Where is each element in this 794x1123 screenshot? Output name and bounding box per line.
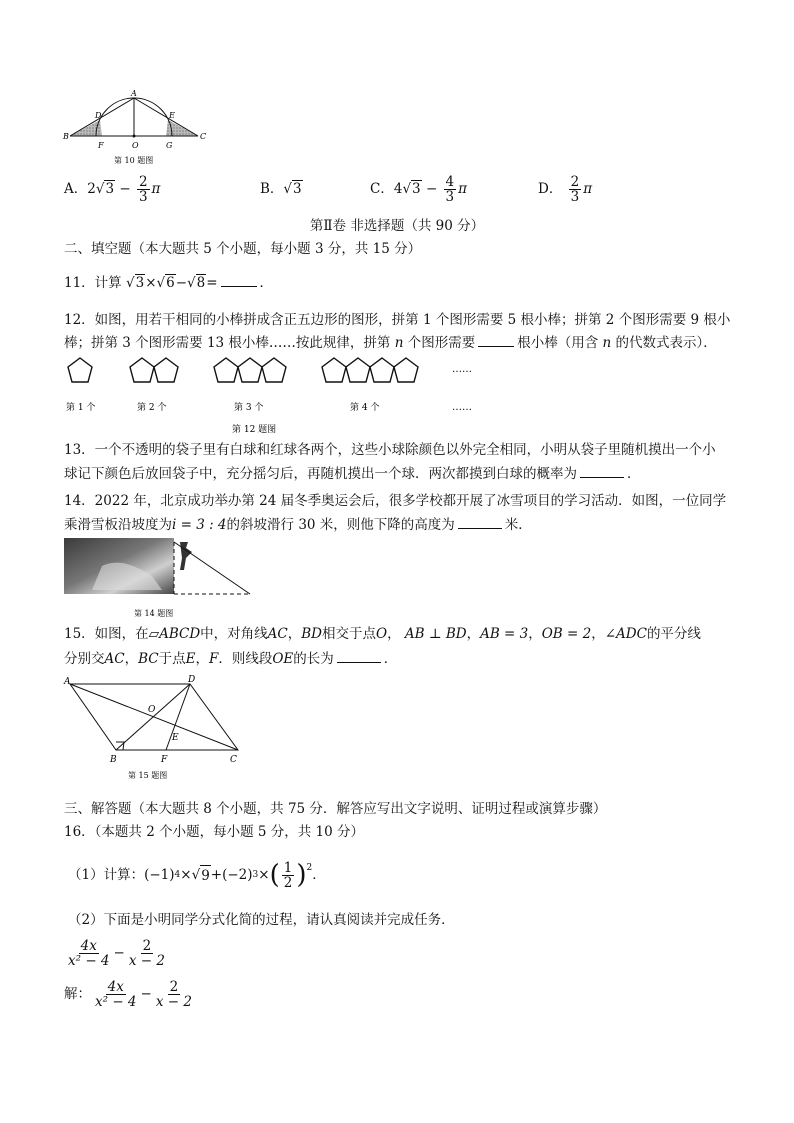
fig15-label-o: O xyxy=(148,705,156,715)
fig12-label-1: 第 1 个 xyxy=(66,403,96,413)
fig10-label-f: F xyxy=(98,141,104,150)
option-b[interactable]: B．√3 xyxy=(260,181,302,197)
fig15-caption: 第 15 题图 xyxy=(128,771,168,780)
figure-10 xyxy=(62,88,208,168)
option-d[interactable]: D． $\frac{2}{3}$ π xyxy=(538,173,593,205)
fig15-label-b: B xyxy=(110,755,117,765)
fig15-label-c: C xyxy=(230,755,237,765)
section2-heading: 二、填空题（本大题共 5 个小题，每小题 3 分，共 15 分） xyxy=(64,241,422,257)
fig10-label-e: E xyxy=(169,111,175,120)
question-15-line1: 15．如图，在▱ABCD中，对角线AC，BD相交于点O， AB ⊥ BD，AB = 3，OB = 2，∠ADC的平分线 xyxy=(64,626,701,642)
fig15-label-e: E xyxy=(172,733,179,743)
question-16-heading: 16．（本题共 2 个小题，每小题 5 分，共 10 分） xyxy=(64,824,365,840)
fig15-label-a: A xyxy=(64,677,71,687)
question-14-line2: 乘滑雪板沿坡度为i = 3 : 4的斜坡滑行 30 米，则他下降的高度为 米． xyxy=(64,514,532,535)
question-16-part2: （2）下面是小明同学分式化简的过程，请认真阅读并完成任务． xyxy=(68,912,455,928)
solution-step: 解： $\frac{4x}{\text{x² − 4}}$ − $\frac{2}{x - 2}$ xyxy=(64,978,192,1010)
fig12-label-4: 第 4 个 xyxy=(350,403,380,413)
expression-original: $\frac{4x}{\text{x² − 4}}$ − $\frac{2}{x - 2}$ xyxy=(68,937,165,969)
fig14-caption: 第 14 题图 xyxy=(134,609,174,618)
fig10-label-d: D xyxy=(95,111,102,120)
fig10-label-b: B xyxy=(63,132,69,141)
fig12-label-2: 第 2 个 xyxy=(137,403,167,413)
question-12-line1: 12．如图，用若干相同的小棒拼成含正五边形的图形，拼第 1 个图形需要 5 根小棒；拼第 2 个图形需要 9 根小 xyxy=(64,312,731,328)
question-16-part1: （1）计算： (−1) 4 × √ 9 + (−2) 3 × ( $\frac{1}{2}$ ) $^2$ ． xyxy=(68,859,326,891)
figure-15 xyxy=(62,674,242,784)
section3-heading: 三、解答题（本大题共 8 个小题，共 75 分．解答应写出文字说明、证明过程或演算步骤） xyxy=(64,801,607,817)
option-c[interactable]: C．4√3 − $\frac{4}{3}$ π xyxy=(370,173,468,205)
fig12-dots-bottom: …… xyxy=(452,402,472,413)
answer-blank-14[interactable] xyxy=(458,514,502,529)
fig12-label-3: 第 3 个 xyxy=(234,403,264,413)
part2-title: 第Ⅱ卷 非选择题（共 90 分） xyxy=(309,218,485,234)
fig12-caption: 第 12 题图 xyxy=(232,425,277,435)
figure-14 xyxy=(62,536,252,622)
fig10-label-c: C xyxy=(200,132,207,141)
fig10-label-o: O xyxy=(132,141,139,150)
answer-blank-11[interactable] xyxy=(221,272,257,287)
answer-blank-13[interactable] xyxy=(580,463,624,478)
answer-blank-15[interactable] xyxy=(337,648,381,663)
question-13-line2: 球记下颜色后放回袋子中，充分摇匀后，再随机摸出一个球．两次都摸到白球的概率为 ． xyxy=(64,463,641,484)
question-14-line1: 14．2022 年，北京成功举办第 24 届冬季奥运会后，很多学校都开展了冰雪项目的学习活动．如图，一位同学 xyxy=(64,493,727,509)
fig10-caption: 第 10 题图 xyxy=(114,156,154,165)
fig15-label-f: F xyxy=(161,755,168,765)
question-11: 11．计算 √3×√6−√8= ． xyxy=(64,272,273,293)
question-12-line2: 棒；拼第 3 个图形需要 13 根小棒……按此规律，拼第 n 个图形需要 根小棒（用含 n 的代数式表示）． xyxy=(64,332,717,353)
figure-12 xyxy=(62,352,476,438)
fig10-label-g: G xyxy=(166,141,173,150)
question-13-line1: 13．一个不透明的袋子里有白球和红球各两个，这些小球除颜色以外完全相同，小明从袋子里随机摸出一个小 xyxy=(64,442,716,458)
fig10-label-a: A xyxy=(131,89,137,98)
option-a[interactable]: A．2√3 − $\frac{2}{3}$ π xyxy=(64,173,161,205)
fig12-dots-top: …… xyxy=(452,364,472,375)
answer-blank-12[interactable] xyxy=(478,332,514,347)
question-15-line2: 分别交AC，BC于点E，F．则线段OE的长为 ． xyxy=(64,648,397,669)
fig15-label-d: D xyxy=(188,675,196,685)
